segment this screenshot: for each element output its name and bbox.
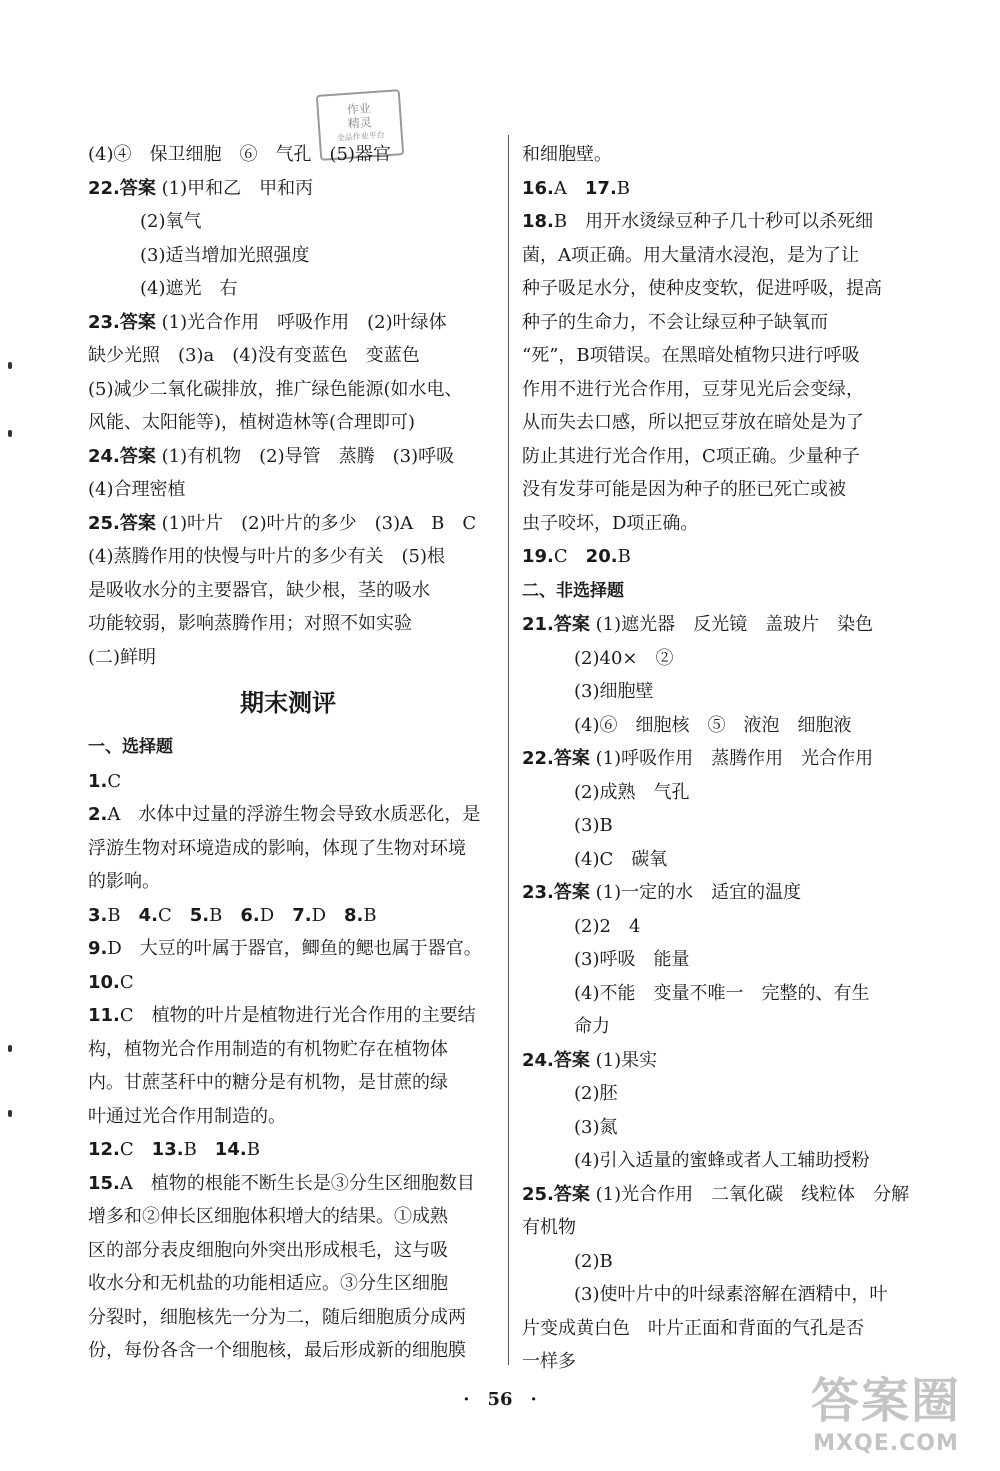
question-number: 12. — [88, 1139, 120, 1160]
answer-line — [88, 1200, 488, 1234]
answer-line — [522, 776, 940, 810]
answer-text: 从而失去口感，所以把豆芽放在暗处是为了 — [522, 412, 864, 433]
answer-text: (2)成熟 气孔 — [574, 781, 690, 803]
margin-mark — [8, 1110, 12, 1117]
answer-text: 构，植物光合作用制造的有机物贮存在植物体 — [88, 1038, 448, 1060]
answer-line — [522, 406, 940, 440]
left-answers — [88, 138, 488, 674]
question-number: 11. — [88, 1005, 120, 1026]
question-number: 9. — [88, 938, 108, 959]
answer-line — [88, 1133, 488, 1167]
answer-text: 缺少光照 (3)a (4)没有变蓝色 变蓝色 — [88, 345, 420, 366]
answer-keyword: 答案 — [119, 512, 156, 534]
answer-line — [522, 172, 940, 206]
answer-line — [88, 1234, 488, 1268]
answer-line — [522, 1010, 940, 1044]
answer-text: 种子吸足水分，使种皮变软，促进呼吸，提高 — [522, 278, 882, 299]
question-number: 20. — [585, 546, 618, 567]
answer-text: B — [209, 904, 241, 926]
answer-text: 是吸收水分的主要器官，缺少根，茎的吸水 — [88, 579, 430, 601]
question-number: 4. — [138, 904, 158, 926]
answer-text: (3)B — [574, 815, 613, 836]
stamp-line-2: 精灵 — [347, 115, 373, 131]
answer-text: A 植物的根能不断生长是③分生区细胞数目 — [119, 1172, 475, 1194]
left-exam-answers — [88, 730, 488, 1368]
answer-line — [522, 239, 940, 273]
answer-line — [522, 373, 940, 407]
margin-mark — [8, 362, 12, 369]
answer-text: D — [259, 904, 293, 926]
answer-text: 命力 — [574, 1016, 610, 1037]
answer-text: C — [119, 1139, 152, 1160]
question-number: 8. — [344, 904, 364, 926]
answer-line — [88, 440, 488, 474]
answer-text: 菌，A项正确。用大量清水浸泡，是为了让 — [522, 244, 859, 266]
answer-text: 增多和②伸长区细胞体积增大的结果。①成熟 — [88, 1206, 448, 1227]
answer-text: C — [157, 904, 190, 926]
answer-text: (2)氧气 — [140, 211, 202, 232]
answer-text: (1)一定的水 适宜的温度 — [595, 882, 802, 903]
answer-line — [522, 977, 940, 1011]
answer-text: B — [107, 904, 139, 926]
answer-line — [88, 272, 488, 306]
answer-text: (1)果实 — [595, 1049, 658, 1071]
answer-text: (2)2 4 — [574, 915, 641, 937]
column-divider — [508, 135, 509, 1365]
answer-line — [88, 507, 488, 541]
answer-text: (2)B — [574, 1250, 613, 1272]
answer-text: (二)鲜明 — [88, 646, 157, 668]
answer-text: (5)减少二氧化碳排放，推广绿色能源(如水电、 — [88, 378, 463, 400]
answer-line — [88, 765, 488, 799]
answer-text: 没有发芽可能是因为种子的胚已死亡或被 — [522, 479, 846, 500]
answer-text: 和细胞壁。 — [522, 144, 612, 165]
answer-text: B 用开水烫绿豆种子几十秒可以杀死细 — [553, 211, 874, 232]
answer-text: 内。甘蔗茎秆中的糖分是有机物，是甘蔗的绿 — [88, 1072, 448, 1093]
answer-text: 区的部分表皮细胞向外突出形成根毛，这与吸 — [88, 1239, 448, 1261]
watermark-url: MXQE.COM — [813, 1431, 959, 1456]
question-number: 14. — [214, 1139, 247, 1160]
answer-text: “死”，B项错误。在黑暗处植物只进行呼吸 — [522, 345, 860, 366]
question-number: 5. — [189, 904, 210, 926]
answer-keyword: 答案 — [553, 1049, 590, 1071]
answer-line — [88, 1301, 488, 1335]
answer-line — [88, 730, 488, 765]
answer-text: (4)合理密植 — [88, 479, 186, 500]
answer-line — [522, 675, 940, 709]
answer-line — [522, 1178, 940, 1212]
question-number: 21. — [522, 614, 554, 635]
answer-line — [522, 540, 940, 574]
answer-text: (4)不能 变量不唯一 完整的、有生 — [574, 982, 870, 1004]
answer-text: (3)呼吸 能量 — [574, 949, 690, 970]
answer-text: (4)④ 保卫细胞 ⑥ 气孔 (5)器官 — [88, 144, 391, 165]
answer-text: 分裂时，细胞核先一分为二，随后细胞质分成两 — [88, 1306, 466, 1328]
stamp-line-1: 作业 — [346, 101, 372, 117]
answer-line — [88, 999, 488, 1033]
answer-line — [88, 406, 488, 440]
left-column — [88, 138, 488, 1368]
question-number: 7. — [292, 904, 312, 926]
answer-text: A — [553, 177, 585, 199]
question-number: 16. — [522, 177, 554, 199]
answer-text: (3)适当增加光照强度 — [140, 244, 310, 266]
answer-line — [88, 1033, 488, 1067]
answer-line — [522, 574, 940, 609]
answer-keyword: 答案 — [553, 748, 590, 769]
answer-text: A 水体中过量的浮游生物会导致水质恶化，是 — [107, 804, 481, 825]
question-number: 24. — [522, 1049, 554, 1071]
answer-line — [88, 1100, 488, 1134]
question-number: 25. — [522, 1183, 554, 1205]
answer-line — [88, 899, 488, 933]
answer-line — [522, 1312, 940, 1346]
answer-keyword: 答案 — [553, 1183, 590, 1205]
answer-text: (3)细胞壁 — [574, 681, 654, 702]
answer-text: (4)遮光 右 — [140, 278, 238, 299]
margin-mark — [8, 430, 12, 437]
question-number: 1. — [88, 770, 108, 792]
answer-line — [522, 1211, 940, 1245]
answer-line — [522, 608, 940, 642]
answer-text: D — [311, 904, 344, 926]
answer-line — [88, 1267, 488, 1301]
answer-text: 虫子咬坏，D项正确。 — [522, 512, 699, 534]
watermark-logo — [786, 1371, 986, 1463]
answer-line — [522, 1111, 940, 1145]
answer-line — [88, 641, 488, 675]
answer-text: (1)甲和乙 甲和丙 — [161, 177, 314, 199]
answer-text: 片变成黄白色 叶片正面和背面的气孔是否 — [522, 1317, 864, 1339]
answer-line — [88, 798, 488, 832]
answer-keyword: 答案 — [553, 882, 590, 903]
question-number: 17. — [584, 177, 617, 199]
answer-text: (1)光合作用 二氧化碳 线粒体 分解 — [595, 1183, 910, 1205]
question-number: 22. — [522, 748, 554, 769]
answer-text: D 大豆的叶属于器官，鲫鱼的鳃也属于器官。 — [107, 938, 482, 959]
answer-line — [522, 205, 940, 239]
answer-keyword: 答案 — [119, 311, 156, 333]
question-number: 25. — [88, 512, 120, 534]
answer-text: (4)⑥ 细胞核 ⑤ 液泡 细胞液 — [574, 714, 852, 736]
question-number: 19. — [522, 546, 554, 567]
answer-line — [88, 239, 488, 273]
answer-line — [88, 138, 488, 172]
section-title: 期末测评 — [240, 689, 336, 717]
answer-text: B — [616, 177, 631, 199]
answer-line — [88, 832, 488, 866]
answer-text: B — [183, 1139, 215, 1160]
answer-text: C 植物的叶片是植物进行光合作用的主要结 — [119, 1005, 476, 1026]
answer-line — [88, 205, 488, 239]
answer-text: C — [107, 770, 122, 792]
answer-line — [88, 865, 488, 899]
answer-line — [522, 843, 940, 877]
question-number: 23. — [88, 311, 120, 333]
answer-text: (4)引入适量的蜜蜂或者人工辅助授粉 — [574, 1150, 870, 1171]
question-number: 15. — [88, 1172, 120, 1194]
answer-text: 防止其进行光合作用，C项正确。少量种子 — [522, 445, 860, 467]
answer-text: 有机物 — [522, 1217, 576, 1238]
answer-line — [522, 642, 940, 676]
answer-line — [88, 540, 488, 574]
answer-line — [522, 742, 940, 776]
answer-text: 风能、太阳能等)，植树造林等(合理即可) — [88, 412, 416, 433]
answer-line — [88, 932, 488, 966]
answer-line — [522, 1278, 940, 1312]
answer-text: 叶通过光合作用制造的。 — [88, 1105, 286, 1127]
answer-line — [522, 272, 940, 306]
margin-mark — [8, 1045, 12, 1052]
question-number: 13. — [151, 1139, 184, 1160]
watermark-text: 答案圈 — [810, 1373, 961, 1429]
answer-text: (4)蒸腾作用的快慢与叶片的多少有关 (5)根 — [88, 546, 445, 567]
answer-line — [522, 440, 940, 474]
question-number: 3. — [88, 904, 108, 926]
answer-text: (1)呼吸作用 蒸腾作用 光合作用 — [595, 748, 874, 769]
answer-line — [522, 1044, 940, 1078]
answer-line — [522, 339, 940, 373]
question-number: 24. — [88, 445, 120, 467]
right-answers — [522, 138, 940, 1379]
answer-text: B — [246, 1139, 260, 1160]
question-number: 18. — [522, 211, 554, 232]
answer-line — [522, 809, 940, 843]
question-number: 2. — [88, 804, 108, 825]
answer-line — [88, 1334, 488, 1368]
answer-text: (1)光合作用 呼吸作用 (2)叶绿体 — [161, 311, 447, 333]
answer-line — [522, 507, 940, 541]
answer-line — [522, 1144, 940, 1178]
question-number: 6. — [240, 904, 260, 926]
answer-line — [522, 1245, 940, 1279]
answer-line — [88, 1167, 488, 1201]
answer-line — [88, 306, 488, 340]
answer-line — [88, 966, 488, 1000]
answer-line — [88, 1066, 488, 1100]
question-number: 23. — [522, 882, 554, 903]
answer-text: B — [617, 546, 631, 567]
answer-line — [522, 876, 940, 910]
answer-line — [88, 339, 488, 373]
answer-text: B — [363, 904, 377, 926]
answer-text: 收水分和无机盐的功能相适应。③分生区细胞 — [88, 1273, 448, 1294]
answer-line — [88, 473, 488, 507]
answer-line — [522, 910, 940, 944]
answer-line — [88, 172, 488, 206]
answer-text: 作用不进行光合作用，豆芽见光后会变绿， — [522, 378, 864, 400]
answer-text: (3)使叶片中的叶绿素溶解在酒精中，叶 — [574, 1284, 888, 1305]
answer-line — [88, 373, 488, 407]
answer-text: C — [553, 546, 586, 567]
answer-line — [88, 574, 488, 608]
answer-line — [522, 709, 940, 743]
answer-text: (3)氮 — [574, 1116, 618, 1138]
answer-line — [522, 138, 940, 172]
answer-keyword: 答案 — [119, 177, 156, 199]
right-column — [522, 138, 940, 1379]
answer-text: (2)40× ② — [574, 647, 674, 669]
question-number: 22. — [88, 177, 120, 199]
answer-text: (1)叶片 (2)叶片的多少 (3)A B C — [161, 512, 477, 534]
answer-line — [522, 473, 940, 507]
answer-text: (4)C 碳氧 — [574, 848, 668, 870]
section-heading: 二、非选择题 — [522, 580, 624, 601]
question-number: 10. — [88, 971, 120, 993]
answer-text: (1)遮光器 反光镜 盖玻片 染色 — [595, 614, 874, 635]
answer-text: 浮游生物对环境造成的影响，体现了生物对环境 — [88, 837, 466, 859]
answer-text: (1)有机物 (2)导管 蒸腾 (3)呼吸 — [161, 445, 455, 467]
answer-text: 一样多 — [522, 1351, 576, 1372]
answer-keyword: 答案 — [553, 614, 590, 635]
answer-text: C — [119, 971, 134, 993]
answer-text: 的影响。 — [88, 871, 160, 892]
answer-text: (2)胚 — [574, 1083, 618, 1104]
section-heading: 一、选择题 — [88, 737, 173, 757]
answer-line — [522, 306, 940, 340]
answer-line — [522, 943, 940, 977]
answer-text: 种子的生命力，不会让绿豆种子缺氧而 — [522, 311, 828, 333]
answer-line — [88, 607, 488, 641]
answer-text: 功能较弱，影响蒸腾作用；对照不如实验 — [88, 613, 412, 634]
answer-line — [522, 1077, 940, 1111]
page-number: · 56 · — [463, 1389, 537, 1410]
stamp-line-3: 全品作业平台 — [336, 130, 386, 143]
answer-text: 份，每份各含一个细胞核，最后形成新的细胞膜 — [88, 1340, 466, 1361]
answer-keyword: 答案 — [119, 445, 156, 467]
